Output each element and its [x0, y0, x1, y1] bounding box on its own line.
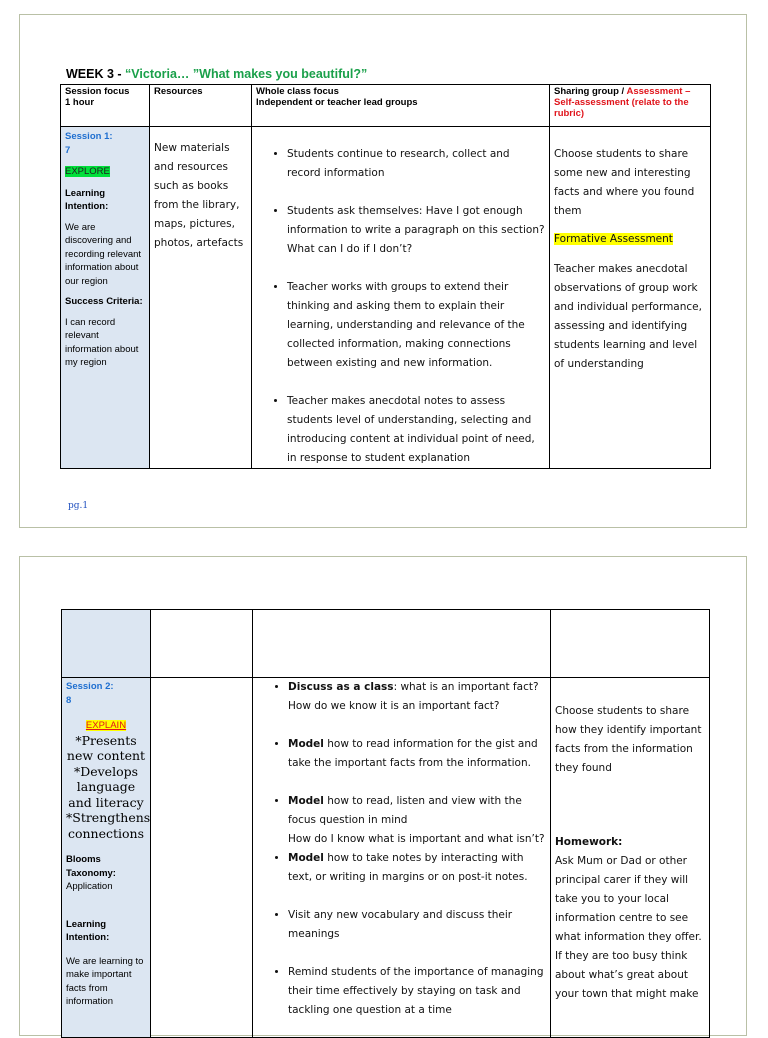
list-item: • Model how to take notes by interacting with text, or writing in margins or on post-it notes.: [288, 849, 546, 887]
learning-intention-text: We are learning to make important facts from information: [66, 955, 144, 1007]
empty-cell: [253, 610, 551, 678]
list-item: • Visit any new vocabulary and discuss their meanings: [288, 906, 546, 944]
empty-cell: [62, 610, 151, 678]
document-page-1: [19, 14, 747, 528]
session-number: 8: [66, 694, 72, 706]
session-label: Session 2:: [66, 681, 114, 692]
week-theme: “Victoria… ”What makes you beautiful?”: [125, 67, 368, 81]
week-plan-table: [60, 84, 711, 469]
activity-list: [253, 678, 546, 1020]
resources-cell: New materials and resources such as books from the library, maps, pictures, photos, artefacts: [150, 127, 252, 469]
success-criteria-label: Success Criteria:: [65, 296, 143, 307]
list-item: • Students continue to research, collect and record information: [287, 145, 545, 183]
sharing-text: Choose students to share how they identify important facts from the information they found: [555, 705, 702, 774]
header-session-focus: Session focus 1 hour: [61, 85, 150, 127]
session-2-focus-cell: [62, 678, 151, 1038]
activity-list: [252, 145, 545, 468]
formative-assessment-highlight: Formative Assessment: [554, 233, 673, 245]
week-label: WEEK 3: [66, 67, 114, 81]
whole-class-cell: [253, 678, 551, 1038]
header-sharing-group: Sharing group / Assessment – Self-assessment (relate to the rubric): [550, 85, 711, 127]
empty-cell: [551, 610, 710, 678]
session-2-row: [62, 678, 710, 1038]
resources-cell: [151, 678, 253, 1038]
blooms-label: Blooms Taxonomy:: [66, 854, 116, 879]
sharing-group-cell: [551, 678, 710, 1038]
learning-intention-label: Learning Intention:: [66, 918, 110, 943]
list-item: • Remind students of the importance of managing their time effectively by staying on task and tackling one question at a time: [288, 963, 546, 1020]
learning-intention-label: Learning Intention:: [65, 187, 109, 212]
empty-cell: [151, 610, 253, 678]
phase-explore-highlight: EXPLORE: [65, 166, 110, 177]
table-header-row: [61, 85, 711, 127]
list-item: • Discuss as a class: what is an important fact? How do we know it is an important fact?: [288, 678, 546, 716]
session-1-focus-cell: [61, 127, 150, 469]
week-plan-table-continued: [61, 609, 710, 1038]
list-item: • Model how to read information for the gist and take the important facts from the information.: [288, 735, 546, 773]
empty-row: [62, 610, 710, 678]
homework-text: Ask Mum or Dad or other principal carer if they will take you to your local information centre to see what information they offer. If they are too busy think about what’s great about your town that might make: [555, 855, 702, 1000]
session-label: Session 1:: [65, 131, 113, 142]
list-item: • Teacher works with groups to extend their thinking and asking them to explain their learning, understanding and relevance of the collected information, making connections between existing and new information.: [287, 278, 545, 373]
phase-points: *Presents new content *Develops language and literacy *Strengthens connections: [66, 732, 151, 841]
page-number: pg.1: [68, 501, 89, 511]
list-item: • Model how to read, listen and view with the focus question in mind How do I know what is important and what isn’t?: [288, 792, 546, 849]
header-whole-class-focus: Whole class focus Independent or teacher lead groups: [252, 85, 550, 127]
assessment-text: Teacher makes anecdotal observations of group work and individual performance, assessing and identifying students learning and level of understanding: [554, 263, 702, 370]
phase-explain-highlight: EXPLAIN: [85, 720, 127, 731]
learning-intention-text: We are discovering and recording relevant information about our region: [65, 221, 142, 287]
homework-label: Homework:: [555, 836, 623, 848]
whole-class-cell: [252, 127, 550, 469]
document-page-2: [19, 556, 747, 1036]
header-resources: Resources: [150, 85, 252, 127]
blooms-value: Application: [66, 881, 113, 892]
week-title: WEEK 3 - “Victoria… ”What makes you beautiful?”: [66, 67, 368, 81]
list-item: • Teacher makes anecdotal notes to assess students level of understanding, selecting and introducing content at individual point of need, in response to student explanation: [287, 392, 545, 468]
session-1-row: [61, 127, 711, 469]
sharing-text: Choose students to share some new and interesting facts and where you found them: [554, 148, 695, 217]
success-criteria-text: I can record relevant information about my region: [65, 316, 139, 368]
sharing-group-cell: [550, 127, 711, 469]
session-number: 7: [65, 144, 71, 156]
list-item: • Students ask themselves: Have I got enough information to write a paragraph on this section? What can I do if I don’t?: [287, 202, 545, 259]
